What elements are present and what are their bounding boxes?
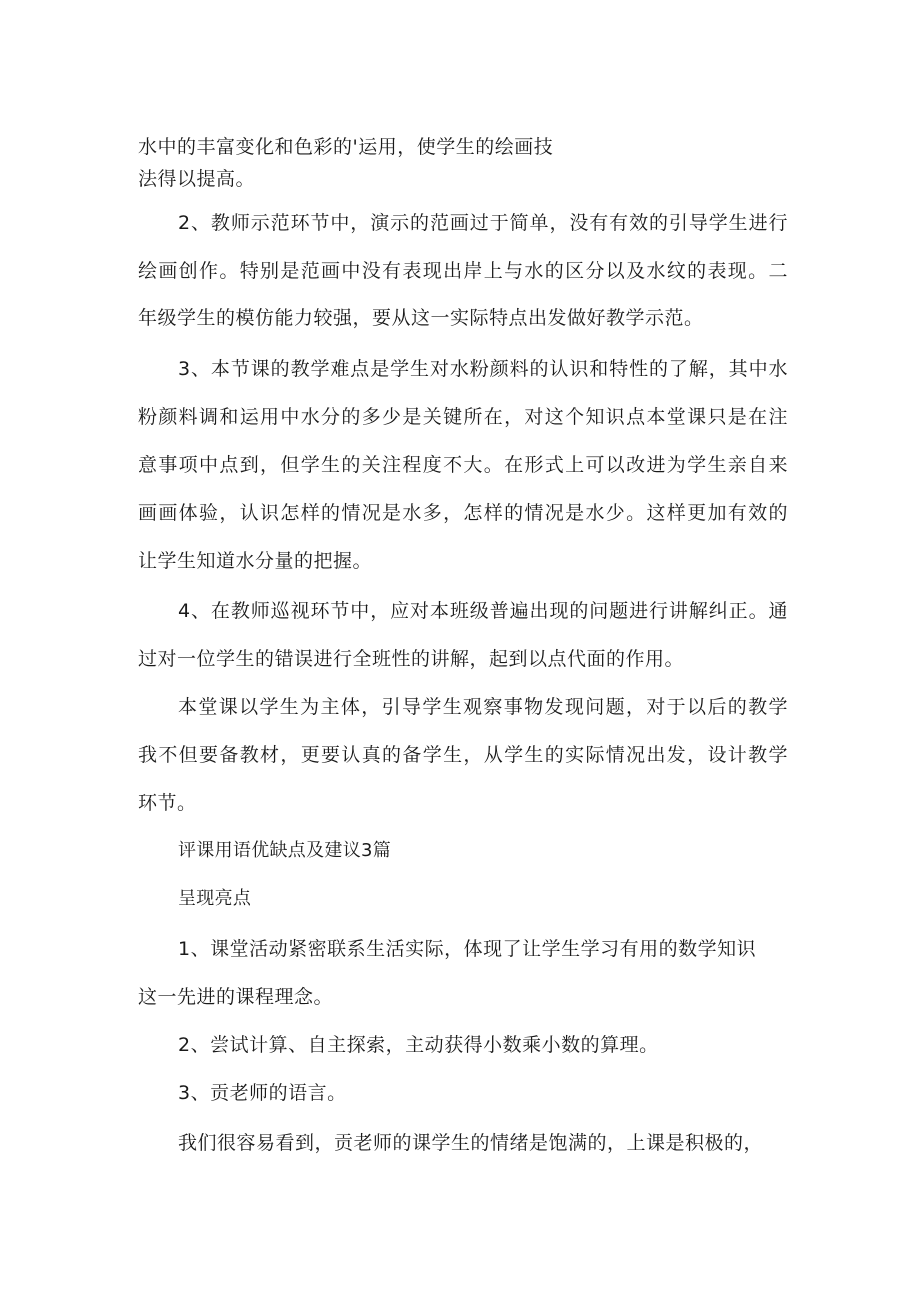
- text-line-2: 法得以提高。: [138, 168, 256, 190]
- text-line-8: 意事项中点到，但学生的关注程度不大。在形式上可以改进为学生亲自来: [138, 454, 788, 476]
- section-heading: 评课用语优缺点及建议3篇: [178, 840, 392, 861]
- text-line-7: 粉颜料调和运用中水分的多少是关键所在，对这个知识点本堂课只是在注: [138, 406, 788, 428]
- text-line-20: 2、尝试计算、自主探索，主动获得小数乘小数的算理。: [178, 1034, 659, 1056]
- text-line-10: 让学生知道水分量的把握。: [138, 550, 373, 572]
- text-line-21: 3、贡老师的语言。: [178, 1082, 347, 1104]
- text-line-6: 3、本节课的教学难点是学生对水粉颜料的认识和特性的了解，其中水: [178, 358, 788, 380]
- text-line-4: 绘画创作。特别是范画中没有表现出岸上与水的区分以及水纹的表现。二: [138, 260, 788, 282]
- text-line-5: 年级学生的模仿能力较强，要从这一实际特点出发做好教学示范。: [138, 307, 704, 329]
- text-line-15: 环节。: [138, 792, 197, 814]
- text-line-18: 1、课堂活动紧密联系生活实际，体现了让学生学习有用的数学知识: [178, 938, 757, 960]
- text-line-9: 画画体验，认识怎样的情况是水多，怎样的情况是水少。这样更加有效的: [138, 502, 788, 524]
- text-line-13: 本堂课以学生为主体，引导学生观察事物发现问题，对于以后的教学: [178, 696, 788, 718]
- text-line-11: 4、在教师巡视环节中，应对本班级普遍出现的问题进行讲解纠正。通: [178, 600, 788, 622]
- text-line-22: 我们很容易看到，贡老师的课学生的情绪是饱满的，上课是积极的，: [178, 1132, 764, 1154]
- text-line-1: 水中的丰富变化和色彩的'运用，使学生的绘画技: [138, 136, 554, 158]
- text-line-14: 我不但要备教材，更要认真的备学生，从学生的实际情况出发，设计教学: [138, 744, 788, 766]
- subsection-heading: 呈现亮点: [178, 888, 252, 909]
- text-line-3: 2、教师示范环节中，演示的范画过于简单，没有有效的引导学生进行: [178, 212, 788, 234]
- text-line-19: 这一先进的课程理念。: [138, 986, 334, 1008]
- text-line-12: 过对一位学生的错误进行全班性的讲解，起到以点代面的作用。: [138, 648, 685, 670]
